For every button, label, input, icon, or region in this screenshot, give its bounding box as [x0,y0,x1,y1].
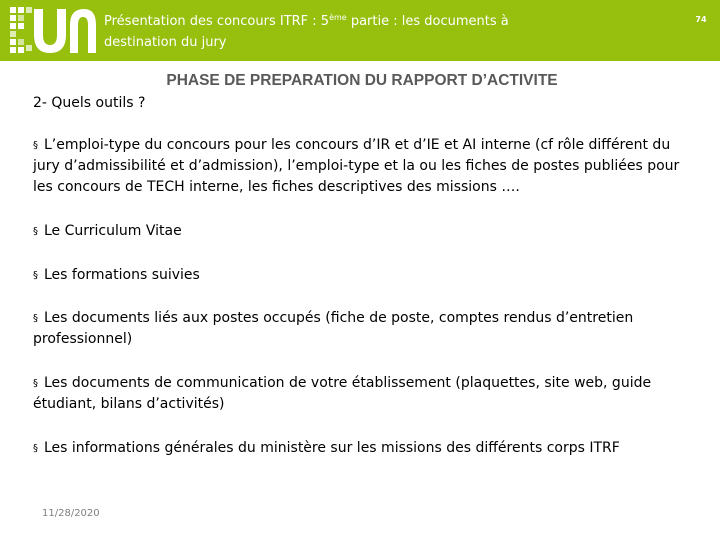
bullet-item [33,265,693,286]
subtitle: 2- Quels outils ? [33,95,146,111]
footer-date: 11/28/2020 [42,508,100,519]
bullet-marker-icon: § [33,313,38,324]
bullet-item [33,373,693,415]
bullet-text: Les formations suivies [44,267,200,283]
bullet-marker-icon: § [33,226,38,237]
header-banner [0,0,720,61]
bullet-text: Les documents de communication de votre établissement (plaquettes, site web, guide étudiant, bilans d’activités) [33,375,652,412]
slide-title-line2: destination du jury [104,35,227,50]
bullet-item [33,221,693,242]
slide-title [104,11,624,53]
bullet-text: Les documents liés aux postes occupés (fiche de poste, comptes rendus d’entretien professionnel) [33,310,634,347]
slide-title-part1: Présentation des concours ITRF : 5 [104,14,330,29]
bullet-text: Les informations générales du ministère sur les missions des différents corps ITRF [44,440,620,456]
slide-title-superscript: ème [329,13,347,22]
page-number: 74 [695,15,707,24]
section-title: PHASE DE PREPARATION DU RAPPORT D’ACTIVITE [166,72,558,89]
bullet-item [33,135,693,198]
bullet-marker-icon: § [33,270,38,281]
bullet-list [33,135,693,459]
bullet-text: Le Curriculum Vitae [44,223,182,239]
bullet-item [33,438,693,459]
bullet-text: L’emploi-type du concours pour les concours d’IR et d’IE et AI interne (cf rôle différent du jury d’admissibilité et d’admission), l’emploi-type et la ou les fiches de postes publiées pour les concours de TECH interne, les fiches descriptives des missions …. [33,137,680,195]
university-logo-icon [8,5,96,57]
bullet-item [33,308,693,350]
slide-title-part2: partie : les documents à [346,14,509,29]
bullet-marker-icon: § [33,140,38,151]
bullet-marker-icon: § [33,378,38,389]
bullet-marker-icon: § [33,443,38,454]
